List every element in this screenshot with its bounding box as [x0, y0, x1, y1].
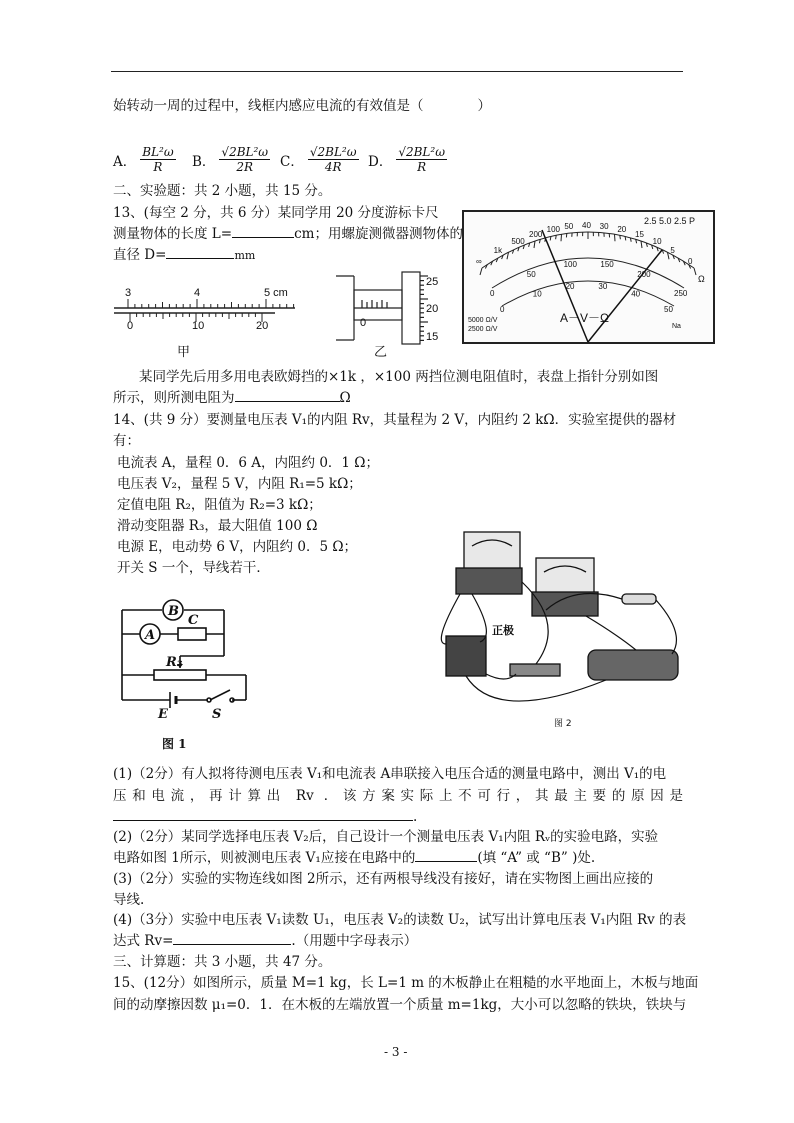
vernier-scale-label: 10	[192, 320, 205, 332]
ohm-scale-label: ∞	[476, 257, 482, 266]
meter-center-label: A－V－Ω	[560, 311, 609, 325]
ohm-scale-label: 5	[670, 246, 675, 255]
meter-a-label: A	[145, 628, 156, 643]
ac-scale-label: 30	[598, 281, 608, 291]
sensitivity-label: 5000 Ω/V	[468, 317, 498, 324]
dc-scale-label: 50	[526, 269, 536, 279]
choice-c: C． $\frac{\text{√2BL²ω}}{4R}$	[280, 145, 357, 174]
section-heading: 三、计算题：共 3 小题，共 47 分。	[113, 954, 332, 970]
main-scale-label: 5 cm	[264, 287, 288, 299]
apparatus-figure	[436, 524, 698, 736]
ac-scale-label: 0	[500, 305, 505, 314]
choice-a: A． $\frac{\text{BL²ω}}{R}$	[113, 145, 174, 174]
figure-caption: 乙	[374, 344, 388, 359]
thimble-label: 15	[426, 331, 439, 343]
question-15-line: 15、(12分）如图所示，质量 M=1 kg，长 L=1 m 的木板静止在粗糙的水平地面上，木板与地面	[113, 975, 699, 991]
ohm-scale-label: 200	[529, 230, 543, 239]
ohm-scale-label: 30	[599, 222, 609, 231]
ac-scale-label: 10	[532, 289, 542, 299]
dc-scale-label: 200	[637, 269, 651, 279]
main-scale-label: 3	[125, 287, 132, 299]
dial-tick	[620, 235, 621, 239]
ac-scale-label: 50	[664, 305, 673, 314]
question-13-line: 直径 D= mm	[113, 247, 256, 263]
question-13-line: 某同学先后用多用电表欧姆挡的×1k ，×100 两挡位测电阻值时，表盘上指针分别如图	[139, 369, 659, 385]
header-rule	[111, 71, 683, 72]
ohm-scale-label: 500	[511, 237, 525, 246]
answer-blank[interactable]	[113, 820, 413, 821]
micrometer-figure	[332, 268, 457, 360]
sub-question-1: 压和电流，再计算出 Rv ．该方案实际上不可行，其最主要的原因是	[113, 788, 683, 804]
dc-scale-label: 150	[600, 260, 614, 270]
ohm-scale-label: 1k	[493, 246, 503, 255]
equipment-item: 电压表 V₂，量程 5 V，内阻 R₁=5 kΩ；	[117, 476, 362, 492]
sub-question-4: 达式 Rv= .（用题中字母表示）	[113, 933, 418, 949]
meter-mark: Na	[672, 323, 681, 330]
equipment-item: 滑动变阻器 R₃，最大阻值 100 Ω	[117, 518, 318, 534]
ohm-mark: Ω	[698, 274, 705, 284]
sub-question-3: 导线.	[113, 892, 145, 908]
dial-tick	[556, 235, 557, 239]
figure-caption: 图 2	[554, 719, 572, 729]
choice-b: B． $\frac{\text{√2BL²ω}}{2R}$	[192, 145, 269, 174]
sub-question-2: 电路如图 1所示，则被测电压表 V₁应接在电路中的 (填 “A” 或 “B” )处.	[113, 850, 596, 866]
equipment-item: 电源 E，电动势 6 V，内阻约 0．5 Ω；	[117, 539, 358, 555]
thimble-label: 25	[426, 276, 439, 288]
vernier-caliper-figure	[110, 282, 300, 364]
ac-scale-label: 20	[565, 281, 575, 291]
question-14-line: 14、(共 9 分）要测量电压表 V₁的内阻 Rv，其量程为 2 V，内阻约 2 kΩ．实验室提供的器材	[113, 412, 677, 428]
figure-caption: 图 1	[162, 737, 187, 751]
answer-blank[interactable]	[232, 237, 294, 238]
question-line: 始转动一周的过程中，线框内感应电流的有效值是（ ）	[113, 98, 491, 114]
thimble-label: 20	[426, 303, 439, 315]
answer-blank[interactable]	[166, 258, 234, 259]
dc-scale-label: 0	[490, 289, 495, 298]
dial-tick	[615, 234, 616, 241]
page-number: - 3 -	[384, 1045, 408, 1059]
sensitivity-label: 2500 Ω/V	[468, 326, 498, 333]
equipment-item: 开关 S 一个，导线若干．	[117, 560, 270, 576]
multimeter-dial-figure	[462, 210, 715, 344]
dc-scale-label: 100	[563, 260, 577, 270]
ohm-scale-label: 100	[546, 225, 561, 234]
ac-scale-label: 40	[631, 289, 641, 299]
resistor-c-label: C	[188, 613, 199, 628]
main-scale-label: 4	[194, 287, 201, 299]
dc-scale-label: 250	[674, 289, 688, 298]
figure-caption: 甲	[177, 344, 191, 359]
ohm-scale-label: 15	[635, 230, 644, 239]
question-15-line: 间的动摩擦因数 μ₁=0．1．在木板的左端放置一个质量 m=1kg，大小可以忽略的铁块，铁块与	[113, 997, 687, 1013]
equipment-item: 电流表 A，量程 0．6 A，内阻约 0．1 Ω；	[117, 455, 380, 471]
question-13-line: 13、(每空 2 分，共 6 分）某同学用 20 分度游标卡尺	[113, 205, 439, 221]
ohm-scale-label: 40	[582, 221, 591, 230]
sub-question-1: (1)（2分）有人拟将待测电压表 V₁和电流表 A串联接入电压合适的测量电路中，测出 V₁的电	[113, 766, 667, 782]
switch-label: S	[212, 707, 222, 722]
equipment-item: 定值电阻 R₂，阻值为 R₂=3 kΩ；	[117, 497, 322, 513]
sub-question-4: (4)（3分）实验中电压表 V₁读数 U₁，电压表 V₂的读数 U₂，试写出计算电压表 V₁内阻 Rv 的表	[113, 912, 687, 928]
ohm-scale-label: 0	[688, 257, 693, 266]
sub-question-1: .	[113, 807, 417, 827]
answer-blank[interactable]	[415, 861, 477, 862]
sub-question-3: (3)（2分）实验的实物连线如图 2所示，还有两根导线没有接好，请在实物图上画出应接的	[113, 871, 654, 887]
answer-blank[interactable]	[235, 401, 340, 402]
question-14-line: 有：	[113, 433, 140, 449]
question-13-line: 所示，则所测电阻为 Ω	[113, 390, 351, 406]
answer-blank[interactable]	[173, 944, 291, 945]
vernier-scale-label: 0	[127, 320, 134, 332]
choice-d: D． $\frac{\text{√2BL²ω}}{R}$	[368, 145, 445, 174]
ohm-scale-label: 20	[617, 225, 627, 234]
battery-label: E	[158, 707, 168, 722]
ohm-scale-label: 10	[652, 237, 662, 246]
dial-tick	[561, 234, 562, 241]
ohm-scale-label: 50	[564, 222, 574, 231]
sub-question-2: (2)（2分）某同学选择电压表 V₂后，自己设计一个测量电压表 V₁内阻 Rᵥ的实验电路，实验	[113, 829, 659, 845]
rheostat-label: R₃	[166, 655, 183, 670]
dial-tick	[550, 236, 551, 240]
dial-tick	[625, 236, 626, 240]
vernier-scale-label: 20	[256, 320, 269, 332]
meter-b-label: B	[168, 604, 179, 619]
circuit-diagram-figure	[112, 590, 260, 752]
sleeve-zero-label: 0	[360, 317, 367, 329]
section-heading: 二、实验题：共 2 小题，共 15 分。	[113, 183, 332, 199]
corner-label: 2.5 5.0 2.5 P	[644, 216, 696, 226]
question-13-line: 测量物体的长度 L= cm；用螺旋测微器测物体的	[113, 226, 463, 242]
positive-terminal-label: 正极	[492, 624, 514, 637]
